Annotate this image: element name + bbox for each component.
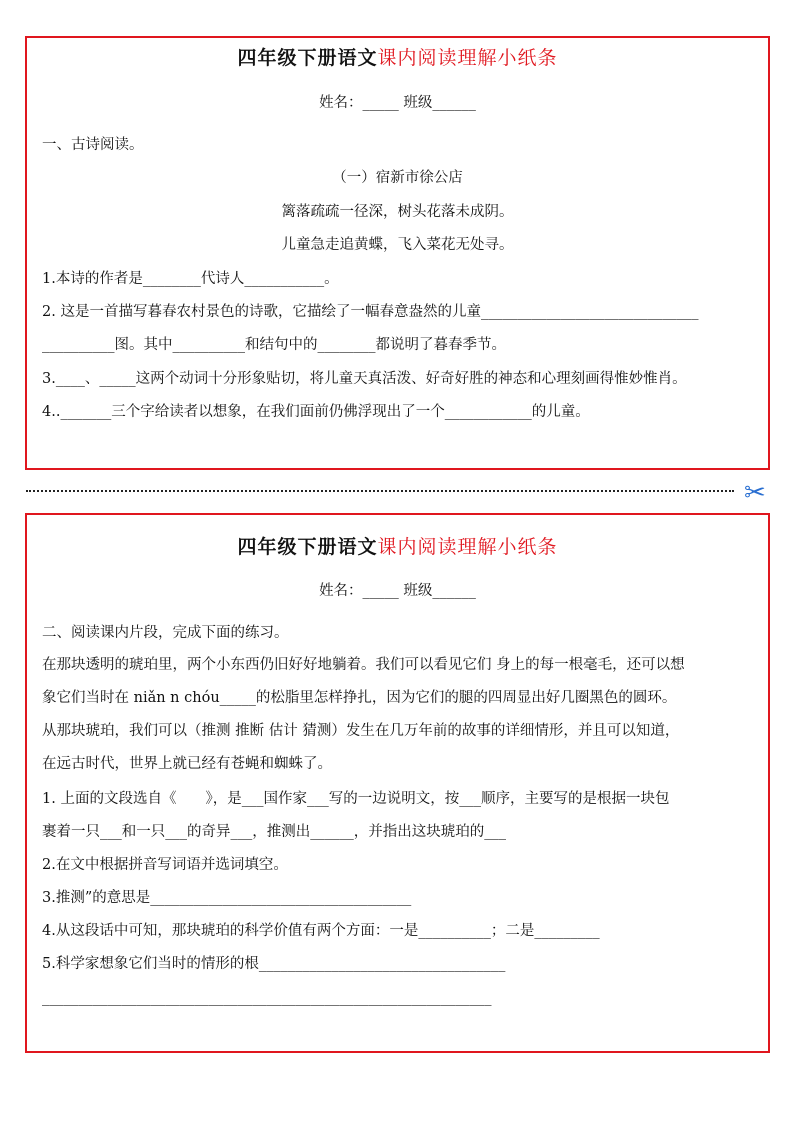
question-1-cont: 裹着一只___和一只___的奇异___，推测出______，并指出这块琥珀的___ [42, 824, 506, 840]
poem-line-1: 篱落疏疏一径深，树头花落未成阴。 [281, 204, 514, 220]
poem-title: （一）宿新市徐公店 [332, 170, 463, 186]
name-class-line: 姓名：_____ 班级______ [319, 583, 476, 599]
cut-line [26, 490, 734, 492]
question-1: 1.本诗的作者是________代诗人___________。 [42, 271, 339, 287]
question-4: 4.从这段话中可知，那块琥珀的科学价值有两个方面：一是__________；二是_________ [42, 923, 600, 939]
scissors-icon: ✂ [744, 478, 766, 508]
question-4: 4.._______三个字给读者以想象，在我们面前仍佛浮现出了一个____________的儿童。 [42, 404, 590, 420]
question-1: 1. 上面的文段选自《 》，是___国作家___写的一边说明文，按___顺序，主要写的是根据一块包 [42, 791, 670, 807]
question-3: 3.推测”的意思是____________________________________ [42, 890, 412, 906]
title-red: 课内阅读理解小纸条 [377, 536, 558, 558]
passage-line-3: 从那块琥珀，我们可以（推测 推断 估计 猜测）发生在几万年前的故事的详细情形，并且可以知道， [42, 723, 680, 739]
worksheet-card-1 [25, 36, 770, 470]
question-2: 2.在文中根据拼音写词语并选词填空。 [42, 857, 288, 873]
question-5: 5.科学家想象它们当时的情形的根__________________________________ [42, 956, 506, 972]
question-3: 3.____、_____这两个动词十分形象贴切，将儿童天真活泼、好奇好胜的神态和心理刻画得惟妙惟肖。 [42, 371, 687, 387]
title-black: 四年级下册语文 [237, 47, 378, 69]
poem-line-2: 儿童急走追黄蝶，飞入菜花无处寻。 [281, 237, 514, 253]
title-red: 课内阅读理解小纸条 [377, 47, 558, 69]
question-2: 2. 这是一首描写暮春农村景色的诗歌，它描绘了一幅春意盎然的儿童______________________________ [42, 304, 699, 320]
question-2-cont: __________图。其中__________和结句中的________都说明了暮春季节。 [42, 337, 506, 353]
card-title [27, 48, 768, 68]
answer-blank-line: ______________________________________________________________ [42, 990, 492, 1006]
section-heading: 一、古诗阅读。 [42, 137, 144, 153]
name-class-line: 姓名：_____ 班级______ [319, 95, 476, 111]
title-black: 四年级下册语文 [237, 536, 378, 558]
card-title [27, 537, 768, 557]
passage-line-1: 在那块透明的琥珀里，两个小东西仍旧好好地躺着。我们可以看见它们 身上的每一根毫毛，还可以想 [42, 657, 685, 673]
worksheet-card-2 [25, 513, 770, 1053]
passage-line-4: 在远古时代，世界上就已经有苍蝇和蜘蛛了。 [42, 756, 332, 772]
section-heading: 二、阅读课内片段，完成下面的练习。 [42, 625, 289, 641]
passage-line-2: 象它们当时在 niǎn n chóu_____的松脂里怎样挣扎，因为它们的腿的四周显出好几圈黑色的圆环。 [42, 690, 677, 706]
